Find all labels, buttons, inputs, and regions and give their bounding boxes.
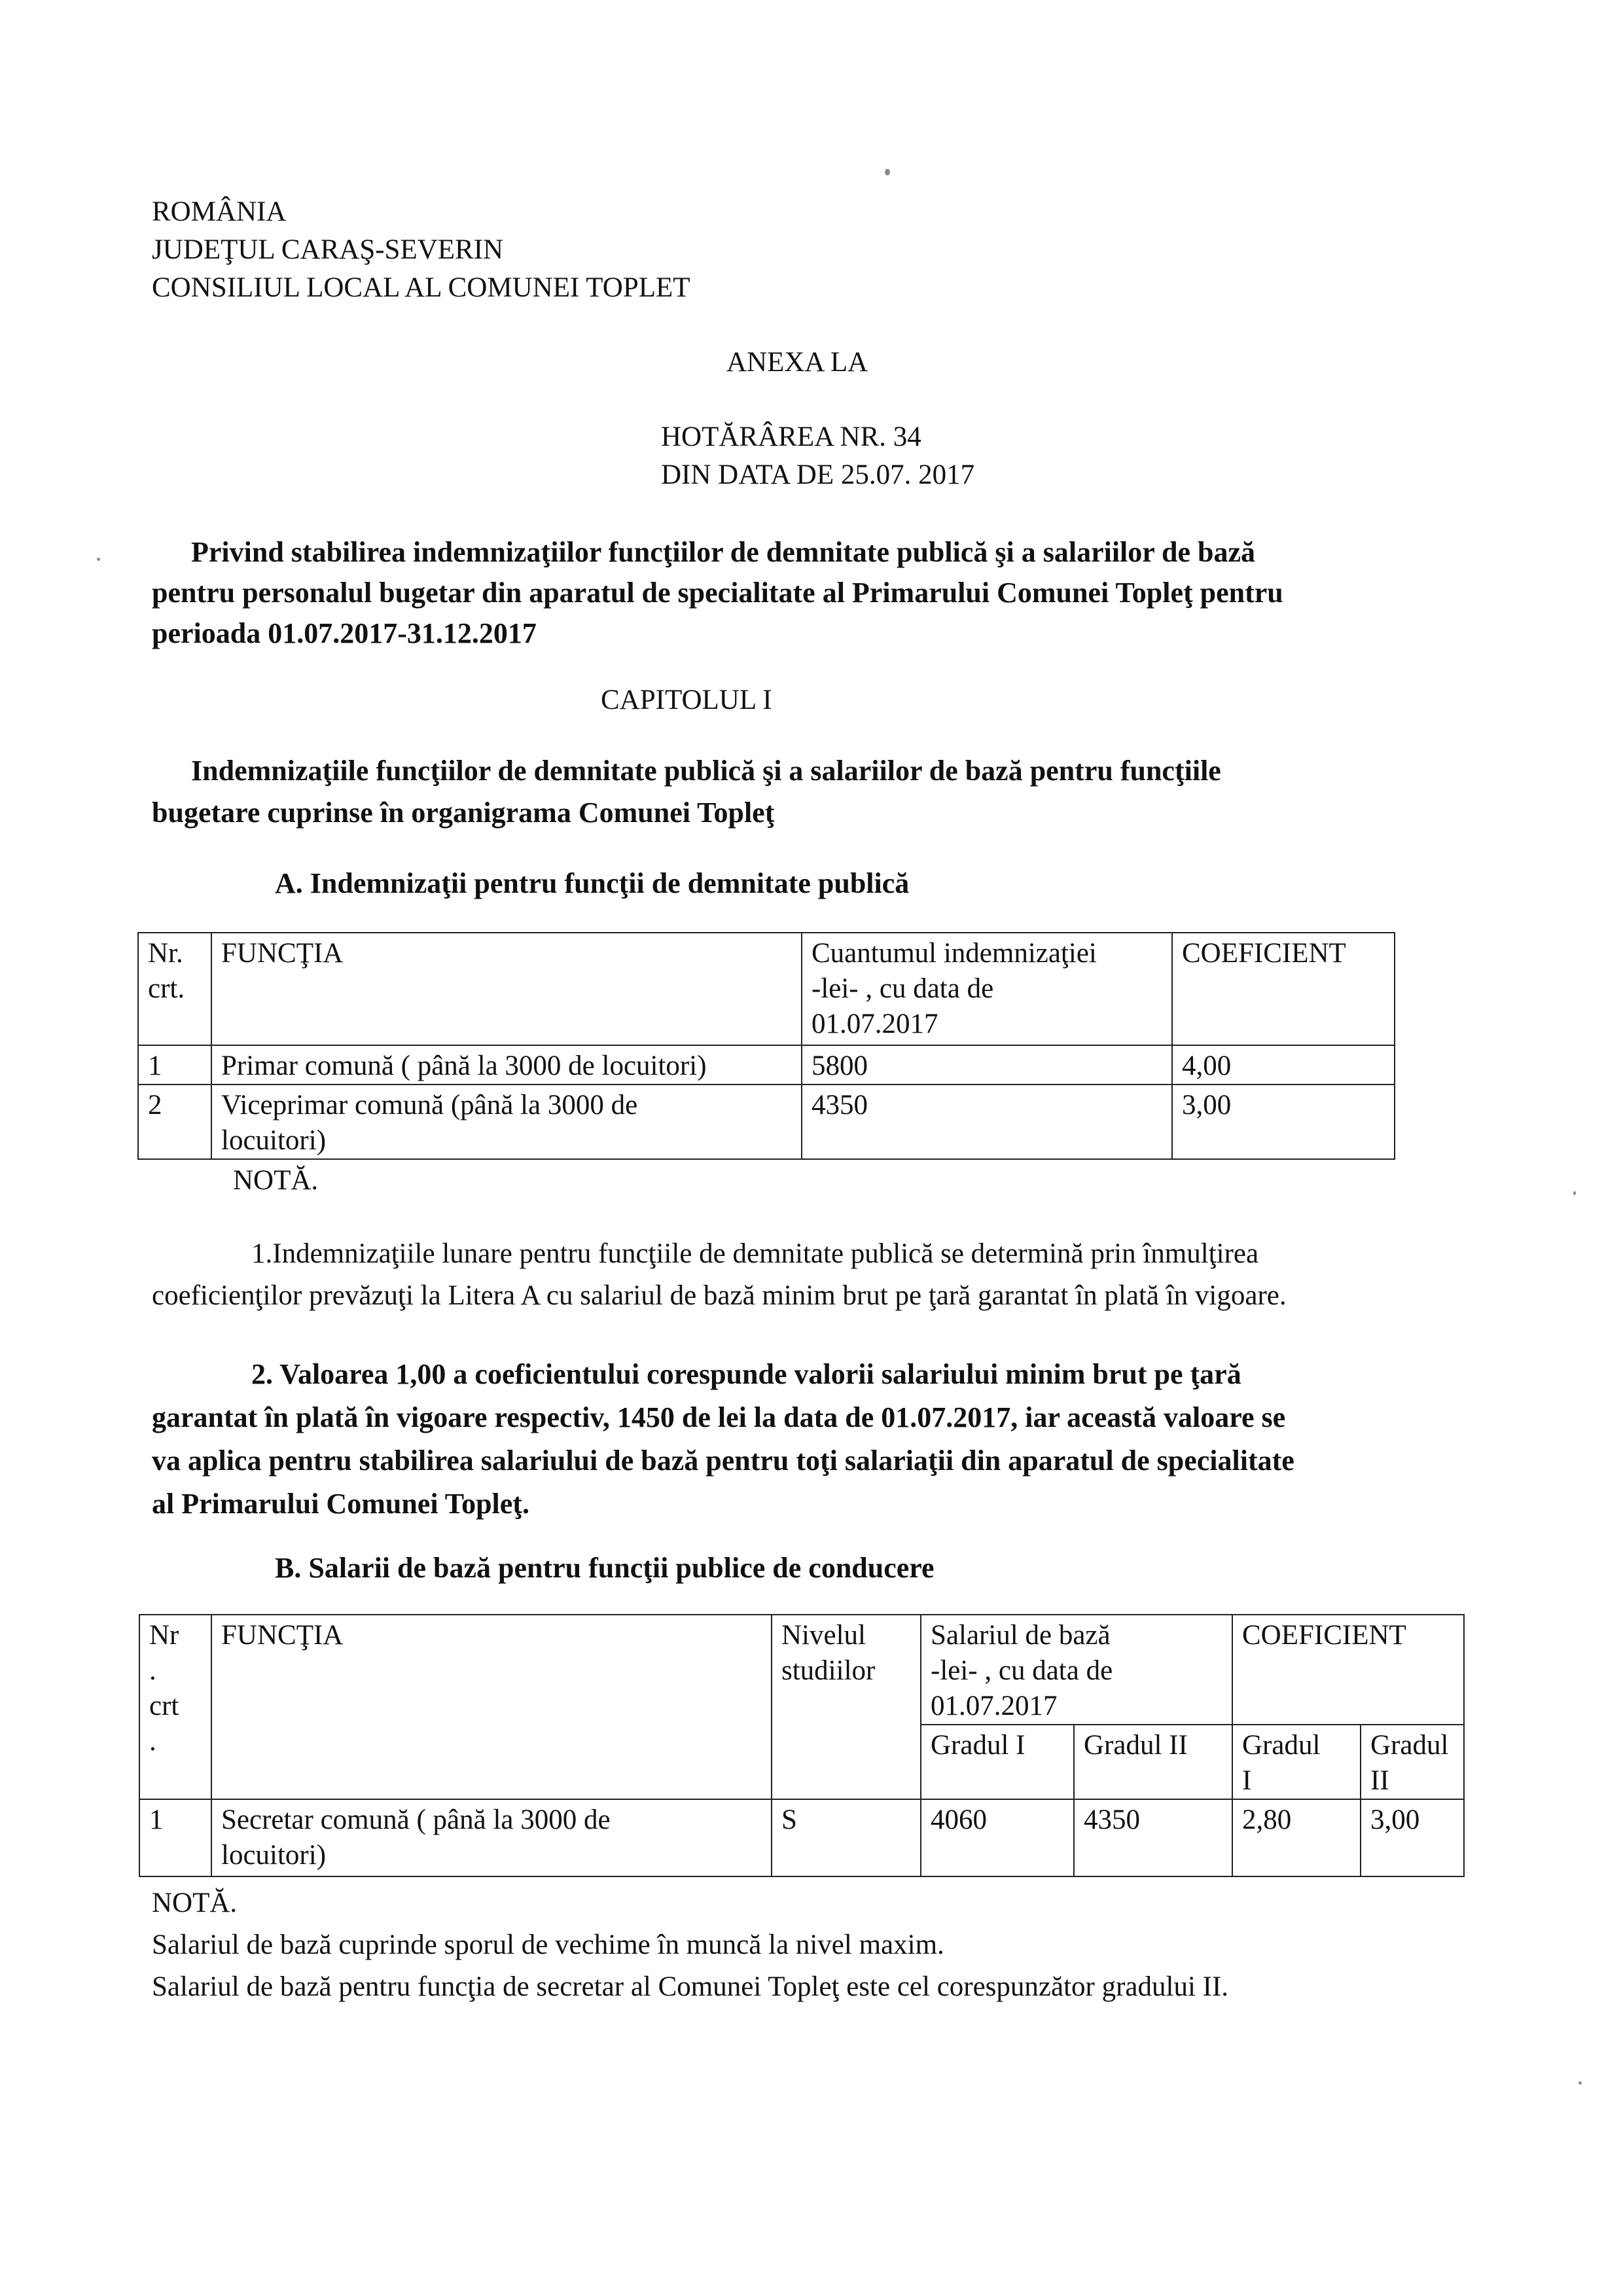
col-header-nr: Nr . crt . xyxy=(139,1615,211,1799)
section-a-nota-label: NOTĂ. xyxy=(233,1165,319,1196)
cell-nr: 1 xyxy=(138,1045,211,1085)
cell-nr: 1 xyxy=(139,1799,211,1876)
subheader-coef-grade-1: Gradul I xyxy=(1232,1725,1361,1799)
scan-speck xyxy=(1578,2081,1582,2085)
document-title-line-1: Privind stabilirea indemnizaţiilor funcţiilor de demnitate publică şi a salariilor de bază xyxy=(191,536,1256,568)
management-salary-table xyxy=(139,1614,1465,1877)
cell-allowance: 4350 xyxy=(802,1085,1172,1159)
subheader-salary-grade-1: Gradul I xyxy=(921,1725,1074,1799)
scan-speck xyxy=(1573,1191,1576,1195)
col-header-base-salary: Salariul de bază -lei- , cu data de 01.07.2017 xyxy=(921,1615,1232,1725)
cell-function: Viceprimar comună (până la 3000 de locuitori) xyxy=(211,1085,802,1159)
chapter-heading: CAPITOLUL I xyxy=(601,685,772,715)
header-county: JUDEŢUL CARAŞ-SEVERIN xyxy=(152,234,504,265)
document-title-line-2: pentru personalul bugetar din aparatul de specialitate al Primarului Comunei Topleţ pentru xyxy=(152,577,1283,609)
scan-speck xyxy=(885,169,890,175)
col-header-function: FUNCŢIA xyxy=(211,933,802,1045)
col-header-education-level: Nivelul studiilor xyxy=(772,1615,921,1799)
chapter-title-line-2: bugetare cuprinse în organigrama Comunei Topleţ xyxy=(152,797,775,829)
table-row xyxy=(139,1799,1464,1876)
annex-label: ANEXA LA xyxy=(726,347,868,378)
section-b-note-1: Salariul de bază cuprinde sporul de vechime în muncă la nivel maxim. xyxy=(152,1929,944,1960)
table-header-row xyxy=(138,933,1395,1045)
cell-salary-grade-2: 4350 xyxy=(1074,1799,1232,1876)
cell-salary-grade-1: 4060 xyxy=(921,1799,1074,1876)
section-b-nota-label: NOTĂ. xyxy=(152,1888,238,1918)
table-row xyxy=(138,1085,1395,1159)
col-header-function: FUNCŢIA xyxy=(211,1615,772,1799)
cell-allowance: 5800 xyxy=(802,1045,1172,1085)
cell-coefficient: 4,00 xyxy=(1172,1045,1395,1085)
col-header-coefficient: COEFICIENT xyxy=(1232,1615,1464,1725)
cell-function: Primar comună ( până la 3000 de locuitori) xyxy=(211,1045,802,1085)
col-header-nr: Nr. crt. xyxy=(138,933,211,1045)
subheader-salary-grade-2: Gradul II xyxy=(1074,1725,1232,1799)
col-header-coefficient: COEFICIENT xyxy=(1172,933,1395,1045)
section-a-note-2-line-4: al Primarului Comunei Topleţ. xyxy=(152,1488,529,1520)
dignitary-allowance-table xyxy=(137,932,1395,1160)
col-header-allowance: Cuantumul indemnizaţiei -lei- , cu data de 01.07.2017 xyxy=(802,933,1172,1045)
section-a-note-2-line-2: garantat în plată în vigoare respectiv, 1450 de lei la data de 01.07.2017, iar această valoare se xyxy=(152,1401,1286,1433)
cell-coef-grade-1: 2,80 xyxy=(1232,1799,1361,1876)
cell-nr: 2 xyxy=(138,1085,211,1159)
table-header-row xyxy=(139,1615,1464,1725)
section-b-heading: B. Salarii de bază pentru funcţii publice de conducere xyxy=(275,1552,935,1584)
header-council: CONSILIUL LOCAL AL COMUNEI TOPLET xyxy=(152,272,690,303)
annex-decision-date: DIN DATA DE 25.07. 2017 xyxy=(661,459,975,490)
section-b-note-2: Salariul de bază pentru funcţia de secretar al Comunei Topleţ este cel corespunzător gradului II. xyxy=(152,1971,1229,2002)
cell-education-level: S xyxy=(772,1799,921,1876)
section-a-heading: A. Indemnizaţii pentru funcţii de demnitate publică xyxy=(275,867,910,899)
cell-coefficient: 3,00 xyxy=(1172,1085,1395,1159)
table-row xyxy=(138,1045,1395,1085)
annex-decision-number: HOTĂRÂREA NR. 34 xyxy=(661,422,921,452)
subheader-coef-grade-2: Gradul II xyxy=(1361,1725,1464,1799)
cell-coef-grade-2: 3,00 xyxy=(1361,1799,1464,1876)
chapter-title-line-1: Indemnizaţiile funcţiilor de demnitate publică şi a salariilor de bază pentru funcţiile xyxy=(191,755,1221,787)
document-title-line-3: perioada 01.07.2017-31.12.2017 xyxy=(152,617,537,649)
section-a-note-2-line-1: 2. Valoarea 1,00 a coeficientului corespunde valorii salariului minim brut pe ţară xyxy=(251,1358,1241,1390)
scan-speck xyxy=(97,558,100,561)
header-country: ROMÂNIA xyxy=(152,196,287,227)
section-a-note-2-line-3: va aplica pentru stabilirea salariului de bază pentru toţi salariaţii din aparatul de specialitate xyxy=(152,1444,1294,1477)
section-a-note-1-line-2: coeficienţilor prevăzuţi la Litera A cu salariul de bază minim brut pe ţară garantat în plată în vigoare. xyxy=(152,1280,1287,1311)
cell-function: Secretar comună ( până la 3000 de locuitori) xyxy=(211,1799,772,1876)
section-a-note-1-line-1: 1.Indemnizaţiile lunare pentru funcţiile de demnitate publică se determină prin înmulţirea xyxy=(251,1238,1259,1269)
